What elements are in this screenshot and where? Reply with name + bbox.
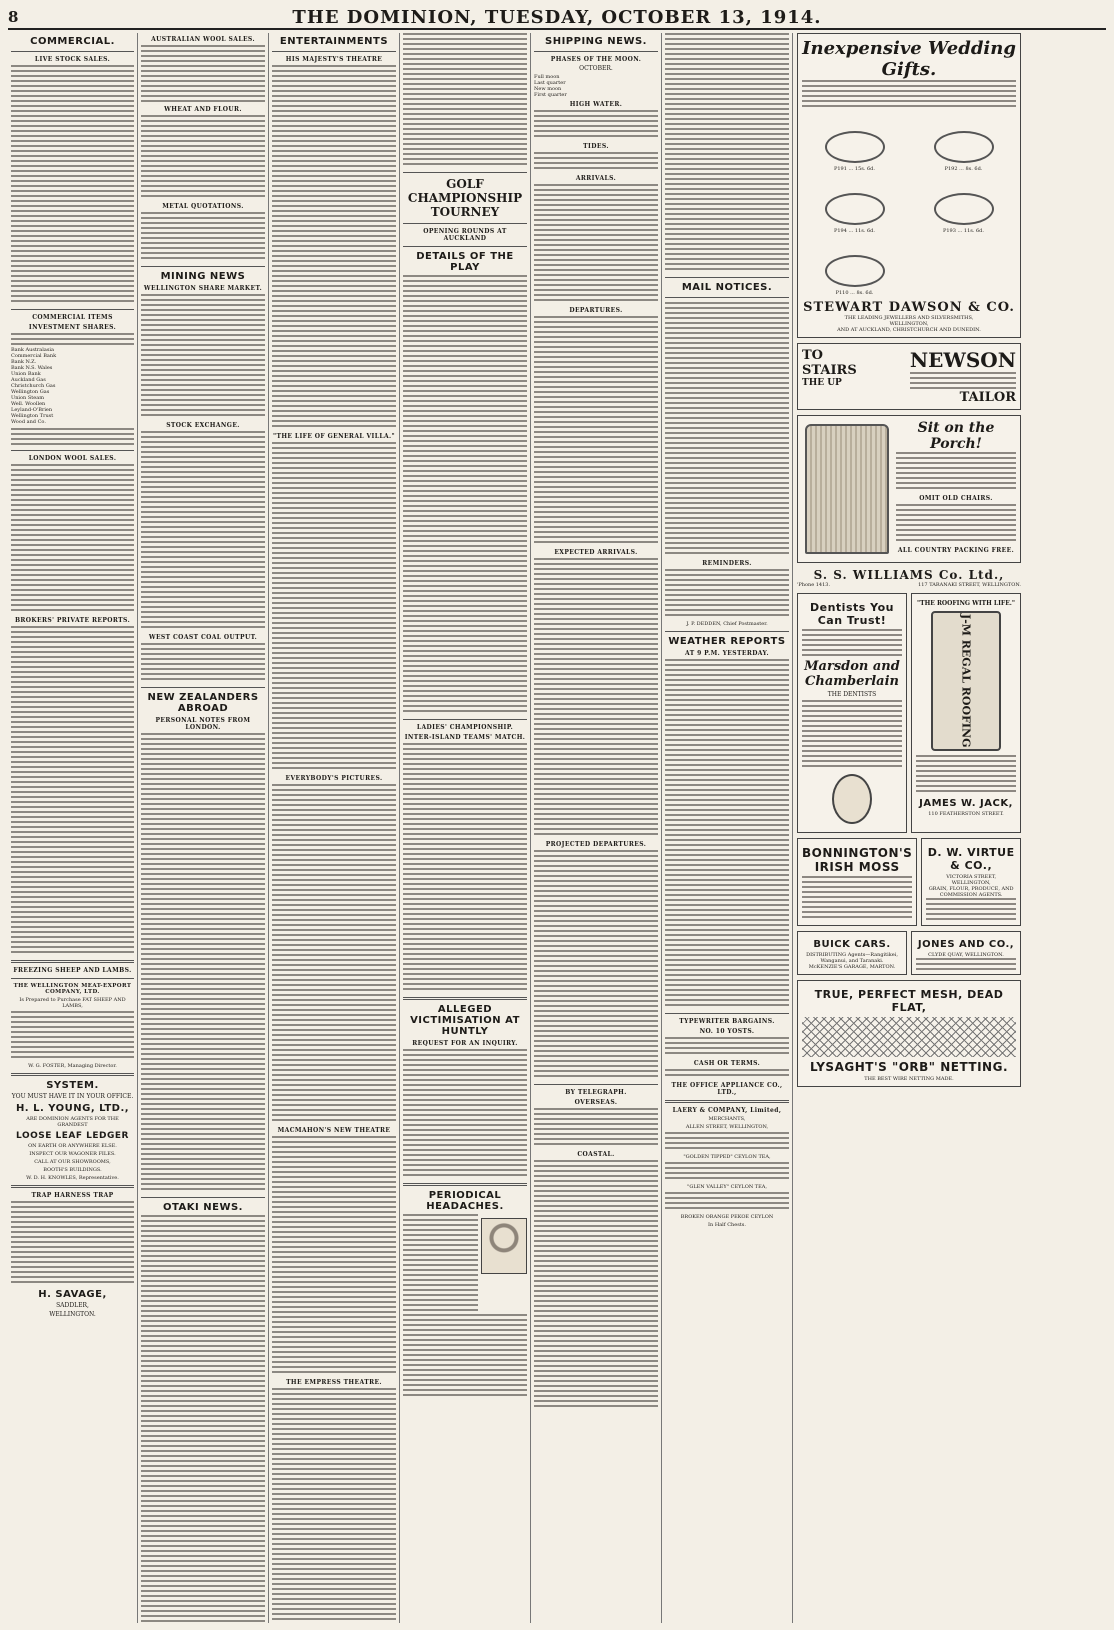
column-shipping: [531, 33, 662, 1623]
dentist-face-illustration: [832, 774, 872, 824]
heading-mackinnon: MACMAHON'S NEW THEATRE: [277, 1127, 391, 1134]
heading-moon: PHASES OF THE MOON.: [550, 56, 642, 63]
newson-the-up: THE UP: [802, 378, 842, 388]
heading-weather-sub: AT 9 P.M. YESTERDAY.: [685, 650, 769, 657]
article-body: [272, 784, 396, 1124]
stewart-dawson: STEWART DAWSON & CO.: [803, 300, 1015, 315]
ring-price: 11s. 6d.: [963, 228, 984, 234]
system-title: SYSTEM.: [46, 1080, 99, 1091]
moon-month: OCTOBER.: [579, 65, 613, 72]
ring-icon: [825, 255, 885, 287]
page-number: 8: [8, 8, 19, 26]
ring-icon: [825, 131, 885, 163]
heading-inquiry: REQUEST FOR AN INQUIRY.: [412, 1040, 518, 1047]
article-body: [11, 1011, 134, 1061]
virtue-sub: GRAIN, FLOUR, PRODUCE, AND COMMISSION AGENTS.: [928, 886, 1014, 898]
article-body: [665, 1132, 789, 1152]
article-body: [665, 33, 789, 273]
heading-nz-abroad: NEW ZEALANDERS ABROAD: [147, 692, 259, 714]
ad-body: [802, 80, 1016, 110]
office-appliance: THE OFFICE APPLIANCE CO., LTD.,: [671, 1082, 783, 1096]
buick-title: BUICK CARS.: [813, 939, 891, 950]
article-body: [534, 1160, 658, 1410]
heading-victimisation: ALLEGED VICTIMISATION AT HUNTLY: [410, 1004, 520, 1037]
ad-newson: [797, 343, 1021, 410]
article-body: [272, 442, 396, 772]
article-body: [665, 1037, 789, 1057]
article-body: [534, 152, 658, 172]
column-entertainments: [269, 33, 400, 1623]
article-body: [665, 659, 789, 1009]
article-body: [11, 65, 134, 305]
trap-heading: TRAP HARNESS TRAP: [31, 1192, 114, 1199]
row-name: Last quarter: [534, 80, 566, 86]
heading-periodical: PERIODICAL HEADACHES.: [426, 1190, 504, 1212]
roofing-slogan: "THE ROOFING WITH LIFE.": [917, 600, 1015, 607]
article-body: [141, 643, 265, 683]
ad-bonnington: [797, 838, 917, 926]
savage-name: H. SAVAGE,: [38, 1289, 107, 1300]
heading-overseas: OVERSEAS.: [574, 1099, 618, 1106]
column-markets: [138, 33, 269, 1623]
marsdon-chamberlain: Marsdon and Chamberlain: [804, 659, 900, 689]
savage-trade: SADDLER,: [56, 1302, 89, 1309]
row-name: Christchurch Gas: [11, 383, 56, 389]
ring-code: P193: [943, 228, 956, 234]
ledger-title: LOOSE LEAF LEDGER: [16, 1131, 129, 1141]
heading-golf-sub: OPENING ROUNDS AT AUCKLAND: [423, 228, 507, 242]
ad-body: [916, 958, 1016, 970]
heading-wheat: WHEAT AND FLOUR.: [164, 106, 242, 113]
ring-code: P110: [835, 290, 849, 296]
williams-name: S. S. WILLIAMS Co. Ltd.,: [813, 568, 1005, 582]
article-body: [141, 212, 265, 262]
stewart-sub: THE LEADING JEWELLERS AND SILVERSMITHS,: [844, 315, 974, 321]
article-body: [11, 626, 134, 956]
heading-telegraph: BY TELEGRAPH.: [565, 1089, 627, 1096]
row-name: Auckland Gas: [11, 377, 46, 383]
article-body: [11, 1201, 134, 1286]
ad-virtue: [921, 838, 1021, 926]
ring-price: 15s. 6d.: [854, 166, 875, 172]
ring-item: P191 ... 15s. 6d.: [802, 114, 907, 172]
ad-body: [802, 876, 912, 921]
column-advertisements: [793, 33, 1025, 1623]
ring-item: P193 ... 11s. 6d.: [911, 176, 1016, 234]
article-body: [403, 33, 527, 168]
heading-ladies: LADIES' CHAMPIONSHIP.: [416, 724, 514, 731]
masthead: [8, 6, 1106, 30]
heading-london-wool: LONDON WOOL SALES.: [28, 455, 117, 462]
article-body: [665, 1192, 789, 1212]
heading-high-water: HIGH WATER.: [569, 101, 623, 108]
article-body: [141, 115, 265, 200]
column-sport: [400, 33, 531, 1623]
column-notices: [662, 33, 793, 1623]
ring-icon: [934, 193, 994, 225]
ad-buick: [797, 931, 907, 975]
article-body: [403, 1049, 527, 1179]
row-name: Wood and Co.: [11, 419, 46, 425]
heading-expected: EXPECTED ARRIVALS.: [554, 549, 638, 556]
inspect-line: INSPECT OUR WAGONER FILES.: [29, 1151, 116, 1157]
meat-export-sub: Is Prepared to Purchase FAT SHEEP AND LAMBS,: [19, 997, 126, 1009]
ad-jones: [911, 931, 1021, 975]
heading-personal: PERSONAL NOTES FROM LONDON.: [155, 717, 251, 731]
call-line: CALL AT OUR SHOWROOMS,: [34, 1159, 111, 1165]
heading-metal: METAL QUOTATIONS.: [162, 203, 244, 210]
heading-empress: THE EMPRESS THEATRE.: [286, 1379, 382, 1386]
moon-table: [534, 74, 658, 98]
heading-stock-exchange: STOCK EXCHANGE.: [166, 422, 240, 429]
article-body: [272, 65, 396, 430]
tea-glen: "GLEN VALLEY" CEYLON TEA,: [687, 1184, 767, 1190]
column-commercial: [8, 33, 138, 1623]
ad-pair-moss-virtue: [797, 838, 1021, 931]
article-body: [11, 333, 134, 347]
newson-stairs: STAIRS: [802, 363, 857, 378]
dentists-title: Dentists You Can Trust!: [810, 601, 894, 627]
newson-tailor: TAILOR: [959, 390, 1016, 405]
heading-reminders: REMINDERS.: [702, 560, 752, 567]
heading-general-villa: "THE LIFE OF GENERAL VILLA.": [272, 433, 396, 440]
article-body: [141, 1215, 265, 1623]
heading-commercial-items: COMMERCIAL ITEMS: [32, 314, 113, 321]
heading-entertainments: ENTERTAINMENTS: [279, 36, 389, 47]
cash-or-terms: CASH OR TERMS.: [693, 1060, 761, 1067]
lysaght-sub: THE BEST WIRE NETTING MADE.: [864, 1076, 954, 1082]
ad-lysaght: [797, 980, 1021, 1087]
lysaght-true: TRUE, PERFECT MESH, DEAD FLAT,: [814, 988, 1004, 1014]
ad-porch: [797, 415, 1021, 563]
lysaght-orb: LYSAGHT'S "ORB" NETTING.: [809, 1060, 1009, 1074]
ad-wedding-gifts: [797, 33, 1021, 338]
tea-half-chests: In Half Chests.: [708, 1222, 746, 1228]
article-body: [141, 45, 265, 103]
ad-body: [896, 452, 1016, 492]
heading-live-stock: LIVE STOCK SALES.: [34, 56, 111, 63]
row-name: Bank Australasia: [11, 347, 54, 353]
row-name: Bank N.Z.: [11, 359, 37, 365]
article-body: [272, 1136, 396, 1376]
williams-phone: 'Phone 1413.: [797, 582, 831, 588]
article-body: [665, 1162, 789, 1182]
ad-body: [802, 629, 902, 659]
article-body: [534, 1108, 658, 1148]
row-name: Well. Woollen: [11, 401, 46, 407]
row-name: Bank N.S. Wales: [11, 365, 53, 371]
heading-share-market: WELLINGTON SHARE MARKET.: [143, 285, 263, 292]
heading-majesty: HIS MAJESTY'S THEATRE: [285, 56, 383, 63]
newspaper-title: THE DOMINION, TUESDAY, OCTOBER 13, 1914.: [292, 6, 822, 28]
mckenzie: McKENZIE'S GARAGE, MARTON.: [808, 964, 896, 970]
row-name: Wellington Gas: [11, 389, 50, 395]
row-name: Leyland-O'Brien: [11, 407, 53, 413]
tea-broken: BROKEN ORANGE PEKOE CEYLON: [680, 1214, 774, 1220]
heading-investment-shares: INVESTMENT SHARES.: [28, 324, 117, 331]
heading-projected: PROJECTED DEPARTURES.: [545, 841, 647, 848]
typewriter-no: NO. 10 YOSTS.: [699, 1028, 755, 1035]
virtue-name: D. W. VIRTUE & CO.,: [927, 846, 1015, 872]
stewart-other: AND AT AUCKLAND, CHRISTCHURCH AND DUNEDIN.: [837, 327, 981, 333]
heading-details: DETAILS OF THE PLAY: [416, 251, 514, 273]
porch-country: ALL COUNTRY PACKING FREE.: [897, 547, 1015, 554]
ring-price: 8s. 6d.: [856, 290, 874, 296]
booth-line: BOOTH'S BUILDINGS.: [43, 1167, 102, 1173]
young-sub: ARE DOMINION AGENTS FOR THE GRANDEST: [26, 1116, 119, 1128]
ring-price: 8s. 6d.: [965, 166, 983, 172]
system-line: YOU MUST HAVE IT IN YOUR OFFICE.: [11, 1093, 134, 1100]
ad-pair-buick-jones: [797, 931, 1021, 980]
woman-portrait-illustration: [481, 1218, 527, 1274]
article-body: [141, 733, 265, 1193]
laery-merchants: MERCHANTS,: [708, 1116, 746, 1122]
row-name: First quarter: [534, 92, 567, 98]
ad-body: [926, 898, 1016, 920]
netting-illustration: [802, 1017, 1016, 1057]
article-body: [534, 316, 658, 546]
laery-address: ALLEN STREET, WELLINGTON,: [685, 1124, 769, 1130]
ring-item: P194 ... 11s. 6d.: [802, 176, 907, 234]
heading-arrivals: ARRIVALS.: [575, 175, 617, 182]
bonnington-title: BONNINGTON'S IRISH MOSS: [802, 846, 913, 874]
row-name: Full moon: [534, 74, 560, 80]
article-body: [534, 558, 658, 838]
virtue-addr: VICTORIA STREET, WELLINGTON,: [946, 874, 997, 886]
williams-addr: 117 TARANAKI STREET, WELLINGTON.: [918, 582, 1021, 588]
heading-departures: DEPARTURES.: [569, 307, 623, 314]
stewart-city: WELLINGTON,: [889, 321, 929, 327]
ring-code: P194: [834, 228, 847, 234]
meat-export-sign: W. G. FOSTER, Managing Director.: [28, 1063, 117, 1069]
heading-golf: GOLF CHAMPIONSHIP TOURNEY: [407, 177, 523, 219]
roofing-roll-illustration: J-M REGAL ROOFING: [931, 611, 1001, 751]
heading-shipping: SHIPPING NEWS.: [545, 36, 647, 47]
row-name: New moon: [534, 86, 562, 92]
heading-typewriter: TYPEWRITER BARGAINS.: [679, 1018, 775, 1025]
table-row: [534, 92, 658, 98]
ring-grid: [802, 114, 1016, 296]
heading-weather: WEATHER REPORTS: [668, 636, 786, 647]
newson-name: NEWSON: [909, 348, 1016, 372]
ring-price: 11s. 6d.: [854, 228, 875, 234]
ad-roofing: [911, 593, 1021, 833]
ad-body: [910, 372, 1016, 390]
ad-body: [802, 700, 902, 770]
article-body: [403, 1314, 527, 1399]
porch-title: Sit on the Porch!: [917, 420, 995, 452]
ad-pair-dentists-roofing: [797, 593, 1021, 838]
article-body: [403, 275, 527, 715]
ring-icon: [934, 131, 994, 163]
ledger-sub: ON EARTH OR ANYWHERE ELSE.: [28, 1143, 117, 1149]
article-body: [403, 1214, 478, 1314]
porch-omit: OMIT OLD CHAIRS.: [919, 495, 993, 502]
article-body: [534, 110, 658, 140]
article-body: [272, 1388, 396, 1623]
ad-wedding-title: Inexpensive Wedding Gifts.: [802, 38, 1016, 80]
table-row: [11, 419, 134, 425]
columns: [8, 33, 1106, 1623]
jones-addr: CLYDE QUAY, WELLINGTON.: [928, 952, 1004, 958]
heading-aus-wool: AUSTRALIAN WOOL SALES.: [151, 36, 255, 43]
section-heading-commercial: COMMERCIAL.: [30, 36, 115, 47]
tea-golden: "GOLDEN TIPPED" CEYLON TEA,: [683, 1154, 771, 1160]
ring-item: P110 ... 8s. 6d.: [802, 238, 907, 296]
heading-brokers: BROKERS' PRIVATE REPORTS.: [14, 617, 131, 624]
article-body: [11, 428, 134, 446]
heading-freezing: FREEZING SHEEP AND LAMBS.: [13, 967, 132, 974]
heading-interislands: INTER-ISLAND TEAMS' MATCH.: [404, 734, 526, 741]
ring-code: P192: [944, 166, 958, 172]
ad-dentists: [797, 593, 907, 833]
knowles-line: W. D. H. KNOWLES, Representative.: [26, 1175, 119, 1181]
newson-to: TO: [802, 348, 823, 363]
heading-mail: MAIL NOTICES.: [681, 282, 773, 293]
row-name: Union Steam: [11, 395, 44, 401]
ring-icon: [825, 193, 885, 225]
young-company: H. L. YOUNG, LTD.,: [15, 1103, 130, 1114]
article-body: [141, 294, 265, 419]
heading-tides: TIDES.: [583, 143, 609, 150]
chair-illustration: [805, 424, 889, 554]
article-body: [534, 850, 658, 1080]
heading-otaki: OTAKI NEWS.: [163, 1202, 243, 1213]
article-body: [141, 431, 265, 631]
row-name: Union Bank: [11, 371, 41, 377]
jack-addr: 110 FEATHERSTON STREET.: [928, 811, 1004, 817]
heading-mining: MINING NEWS: [160, 271, 246, 282]
share-table: [11, 347, 134, 425]
ring-code: P191: [834, 166, 847, 172]
jones-name: JONES AND CO.,: [917, 939, 1015, 950]
ad-body: [916, 755, 1016, 795]
article-body: [665, 569, 789, 619]
row-name: Wellington Trust: [11, 413, 54, 419]
heading-coastal: COASTAL.: [577, 1151, 615, 1158]
ring-item: P192 ... 8s. 6d.: [911, 114, 1016, 172]
dentists-word: THE DENTISTS: [827, 691, 877, 698]
article-body: [665, 1069, 789, 1079]
article-body: [665, 302, 789, 557]
savage-town: WELLINGTON.: [49, 1311, 96, 1318]
laery-company: LAERY & COMPANY, Limited,: [672, 1107, 782, 1114]
article-body: [11, 464, 134, 614]
jack-name: JAMES W. JACK,: [919, 798, 1013, 809]
postmaster-sign: J. P. DEDDEN, Chief Postmaster.: [686, 621, 768, 627]
ad-body: [896, 504, 1016, 544]
buick-sub: DISTRIBUTING Agents—Rangitikei, Wanganui, and Taranaki.: [806, 952, 898, 964]
article-body: [534, 184, 658, 304]
row-name: Commercial Bank: [11, 353, 57, 359]
meat-export-company: THE WELLINGTON MEAT-EXPORT COMPANY, LTD.: [13, 983, 132, 995]
article-body: [403, 743, 527, 993]
heading-everybody: EVERYBODY'S PICTURES.: [285, 775, 383, 782]
heading-coal: WEST COAST COAL OUTPUT.: [148, 634, 258, 641]
